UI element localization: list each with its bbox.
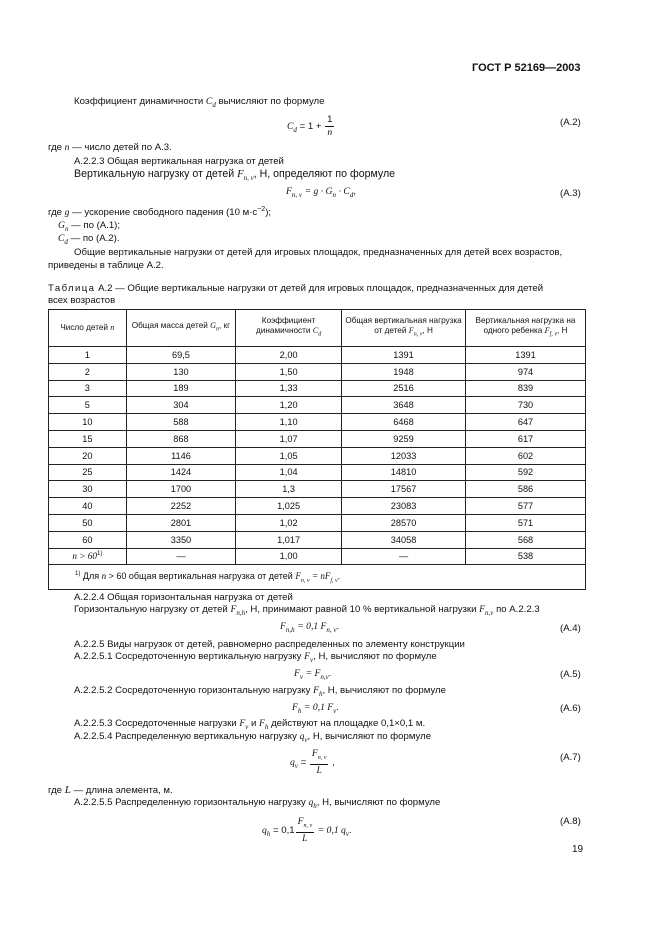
- para1-line2: приведены в таблице А.2.: [48, 260, 164, 271]
- eq-a2-fraction: [325, 114, 334, 139]
- table-cell: 730: [466, 397, 586, 414]
- s2253-s1: F: [239, 718, 246, 729]
- section-a2-2-5-2: [74, 685, 446, 698]
- section-a2-2-5-1: [74, 651, 437, 664]
- table-header-row: [49, 310, 586, 347]
- table-row: [49, 414, 586, 431]
- table-cell: 1,07: [236, 430, 342, 447]
- eq-a8-num: F: [297, 816, 304, 827]
- equation-a7: $q_v$ = $\frac{F_{n, v}}{L}$ ,: [290, 748, 335, 776]
- table-cell: 1,00: [236, 548, 342, 565]
- eq-a4-lhs: F: [280, 621, 286, 632]
- table-cell: 2801: [126, 514, 236, 531]
- eq-a3-rhs: = g · G: [304, 186, 333, 197]
- s2255-sub: h: [313, 801, 317, 810]
- eq-a8-fraction: [296, 816, 315, 845]
- table-cell: 868: [126, 430, 236, 447]
- eq-a7-fraction: [310, 748, 329, 777]
- eq-a7-num-sub: n, v: [317, 754, 327, 761]
- para1-line1: Общие вертикальные нагрузки от детей для игровых площадок, предназначенных для детей всех возрастов,: [74, 247, 563, 258]
- s2255-pre: А.2.2.5.5 Распределенную горизонтальную нагрузку: [74, 797, 306, 808]
- eq-a6-rhs: = 0,1 F: [304, 702, 334, 713]
- table-cell: 14810: [342, 464, 466, 481]
- table-cell: 17567: [342, 481, 466, 498]
- where-gn-sym: G: [58, 220, 65, 231]
- where-g-end: );: [265, 207, 272, 219]
- table-cell: 1146: [126, 447, 236, 464]
- table-row: [49, 447, 586, 464]
- eq-a8-den: L: [302, 832, 308, 844]
- section-a2-2-5-3: [74, 718, 425, 731]
- table-cell: 12033: [342, 447, 466, 464]
- s223-sym: F: [237, 169, 244, 180]
- where-l: [48, 784, 173, 796]
- table-cell: 50: [49, 514, 127, 531]
- where-cd-text: — по (А.2).: [70, 233, 120, 244]
- table-row: [49, 514, 586, 531]
- section-a2-2-5-5: [74, 797, 440, 810]
- table-cell: 30: [49, 481, 127, 498]
- table-footnote: $^{1)}$ Для n > 60 общая вертикальная нагрузка от детей $F_{n, v} = nF_{f, v}$.: [49, 565, 586, 590]
- eq-a3-rhs2: · C: [338, 186, 350, 197]
- eq-a2-lhs-sub: d: [293, 125, 297, 134]
- table-cell: 1,025: [236, 498, 342, 515]
- s2253-s2: F: [259, 718, 265, 729]
- standard-number: ГОСТ Р 52169—2003: [472, 62, 581, 74]
- s2253-s1sub: v: [245, 722, 249, 731]
- table-cell: 2252: [126, 498, 236, 515]
- s223-pre: Вертикальную нагрузку от детей: [74, 168, 235, 180]
- table-cell: 23083: [342, 498, 466, 515]
- table-caption-line2: всех возрастов: [48, 295, 116, 306]
- table-row: [49, 363, 586, 380]
- table-cell: 1,10: [236, 414, 342, 431]
- eq-a3-lhs: F: [286, 186, 292, 197]
- s2255-post: , Н, вычисляют по формуле: [316, 797, 441, 808]
- eq-a4-rhs: = 0,1 F: [297, 621, 327, 632]
- s223-sub: n, v: [243, 174, 254, 183]
- eq-a8-label: (А.8): [560, 816, 581, 827]
- s224-sym2: F: [479, 604, 486, 615]
- eq-a2-label: (А.2): [560, 117, 581, 128]
- eq-a4-tail: .: [336, 621, 340, 632]
- eq-a7-den: L: [316, 764, 322, 776]
- section-a2-2-3-body: [74, 168, 395, 182]
- s2253-pre: А.2.2.5.3 Сосредоточенные нагрузки: [74, 718, 237, 729]
- intro-symbol-sub: d: [212, 100, 216, 109]
- page-number: 19: [572, 844, 584, 855]
- table-cell: 1: [49, 347, 127, 364]
- s2252-sym: F: [313, 685, 319, 696]
- table-cell: 25: [49, 464, 127, 481]
- eq-a7-lhs: q: [290, 756, 295, 768]
- table-caption-word: Таблица: [48, 283, 96, 294]
- table-row: [49, 397, 586, 414]
- eq-a8-num-sub: n, v: [303, 822, 313, 829]
- eq-a8-rhs: = 0,1 q: [317, 824, 346, 836]
- table-cell: —: [126, 548, 236, 565]
- where-n-text: — число детей по А.3.: [72, 142, 172, 153]
- eq-a3-rhs2-sub: d: [349, 190, 354, 199]
- section-a2-2-4-title: А.2.2.4 Общая горизонтальная нагрузка от детей: [74, 592, 293, 603]
- table-cell: 538: [466, 548, 586, 565]
- intro-text: Коэффициент динамичности: [74, 96, 204, 107]
- eq-a5-rhs-sub: n,v: [320, 672, 329, 681]
- s2251-sym: F: [304, 651, 311, 662]
- s2252-pre: А.2.2.5.2 Сосредоточенную горизонтальную нагрузку: [74, 685, 311, 696]
- where-l-text: — длина элемента, м.: [73, 785, 173, 796]
- s224-mid: , Н, принимают равной 10 % вертикальной нагрузки: [245, 604, 477, 615]
- table-cell: 647: [466, 414, 586, 431]
- intro-tail: вычисляют по формуле: [218, 96, 325, 107]
- eq-a7-label: (А.7): [560, 752, 581, 763]
- s224-pre: Горизонтальную нагрузку от детей: [74, 604, 228, 615]
- table-row: [49, 347, 586, 364]
- section-a2-2-5-4: [74, 731, 431, 744]
- eq-a6-lhs-sub: h: [297, 706, 302, 715]
- table-cell: 3: [49, 380, 127, 397]
- eq-a7-lhs-sub: v: [294, 761, 298, 770]
- table-cell: 28570: [342, 514, 466, 531]
- equation-a2: [287, 114, 335, 139]
- equation-a4: [280, 621, 339, 634]
- eq-a5-lhs-sub: v: [299, 672, 303, 681]
- table-cell: 1,02: [236, 514, 342, 531]
- where-g-sup: −2: [257, 206, 266, 213]
- table-cell: 304: [126, 397, 236, 414]
- s2253-and: и: [251, 718, 257, 729]
- table-cell: 3648: [342, 397, 466, 414]
- where-gn-text: — по (А.1);: [71, 220, 121, 231]
- table-cell: 588: [126, 414, 236, 431]
- where-g-text: — ускорение свободного падения (10 м·с: [72, 207, 258, 219]
- s2252-sub: h: [318, 689, 323, 698]
- where-cd-sub: d: [64, 237, 68, 246]
- s224-sub: n,h: [236, 608, 246, 617]
- table-row: [49, 430, 586, 447]
- s2251-post: , Н, вычисляют по формуле: [313, 651, 437, 662]
- table-cell: 592: [466, 464, 586, 481]
- table-cell: 2,00: [236, 347, 342, 364]
- s2252-post: , Н, вычисляют по формуле: [322, 685, 446, 696]
- table-cell: 69,5: [126, 347, 236, 364]
- table-cell: 1,017: [236, 531, 342, 548]
- eq-a6-rhs-sub: v: [333, 706, 337, 715]
- intro-line: [74, 96, 324, 109]
- table-cell: 1424: [126, 464, 236, 481]
- eq-a3-rhs-sub: n: [332, 190, 336, 199]
- table-cell: 1,04: [236, 464, 342, 481]
- table-cell: 571: [466, 514, 586, 531]
- s224-sub2: n,v: [485, 608, 494, 617]
- eq-a8-rhs-sub: v: [345, 829, 349, 838]
- table-row: [49, 464, 586, 481]
- table-cell: 15: [49, 430, 127, 447]
- table-caption-text: А.2 — Общие вертикальные нагрузки от детей для игровых площадок, предназначенных для детей: [98, 283, 544, 294]
- table-cell: 9259: [342, 430, 466, 447]
- table-cell: 568: [466, 531, 586, 548]
- table-cell: 577: [466, 498, 586, 515]
- s2254-pre: А.2.2.5.4 Распределенную вертикальную нагрузку: [74, 731, 297, 742]
- eq-a7-num: F: [311, 748, 318, 759]
- header-children-count: Число детей n: [49, 310, 127, 347]
- table-cell: 20: [49, 447, 127, 464]
- s2254-sub: v: [304, 735, 308, 744]
- table-cell: 2: [49, 363, 127, 380]
- table-cell: 5: [49, 397, 127, 414]
- table-row: [49, 380, 586, 397]
- eq-a8-lhs-sub: h: [266, 829, 271, 838]
- header-total-mass: Общая масса детей $G_n$, кг: [126, 310, 236, 347]
- where-l-pre: где: [48, 785, 63, 796]
- where-g-sym: g: [64, 207, 70, 219]
- table-row: [49, 498, 586, 515]
- table-cell: 6468: [342, 414, 466, 431]
- section-a2-2-5-title: А.2.2.5 Виды нагрузок от детей, равномерно распределенных по элементу конструкции: [74, 639, 465, 650]
- eq-a6-label: (А.6): [560, 703, 581, 714]
- table-cell: 3350: [126, 531, 236, 548]
- s2251-sub: v: [310, 655, 314, 664]
- eq-a6-tail: .: [336, 702, 339, 713]
- equation-a5: [294, 668, 331, 681]
- eq-a3-label: (А.3): [560, 188, 581, 199]
- table-cell: $n > 60^{1)}$: [49, 548, 127, 565]
- table-cell: 602: [466, 447, 586, 464]
- table-cell: 1,05: [236, 447, 342, 464]
- table-cell: 1,33: [236, 380, 342, 397]
- s224-post: по А.2.2.3: [496, 604, 540, 615]
- table-footnote-row: [49, 565, 586, 590]
- where-n-sym: n: [64, 142, 70, 153]
- section-a2-2-3-title: А.2.2.3 Общая вертикальная нагрузка от детей: [74, 156, 284, 167]
- where-cd: [58, 233, 120, 246]
- s2254-sym: q: [299, 731, 305, 742]
- eq-a8-mid: = 0,1: [272, 824, 295, 836]
- eq-a2-lhs: C: [287, 121, 294, 133]
- s224-sym: F: [230, 604, 237, 615]
- eq-a3-tail: ,: [353, 186, 356, 197]
- table-cell: 1948: [342, 363, 466, 380]
- table-cell: 1391: [466, 347, 586, 364]
- eq-a5-tail: .: [328, 668, 332, 679]
- eq-a8-tail: .: [348, 824, 352, 836]
- equation-a6: [292, 702, 339, 715]
- table-cell: 1,50: [236, 363, 342, 380]
- eq-a4-label: (А.4): [560, 623, 581, 634]
- eq-a2-num: 1: [327, 114, 333, 125]
- table-cell: 1391: [342, 347, 466, 364]
- table-cell: 586: [466, 481, 586, 498]
- table-cell: 1700: [126, 481, 236, 498]
- section-a2-2-4-body: [74, 604, 540, 617]
- table-cell: 34058: [342, 531, 466, 548]
- table-row-over-60: [49, 548, 586, 565]
- table-cell: —: [342, 548, 466, 565]
- eq-a4-lhs-sub: n,h: [285, 625, 295, 634]
- eq-a7-tail: ,: [332, 756, 335, 768]
- table-row: [49, 531, 586, 548]
- equation-a3: [286, 186, 356, 199]
- table-cell: 974: [466, 363, 586, 380]
- where-cd-sym: C: [58, 233, 65, 244]
- eq-a3-lhs-sub: n, v: [291, 190, 302, 199]
- where-l-sym: L: [64, 784, 71, 796]
- eq-a2-den: n: [327, 127, 333, 138]
- table-cell: 40: [49, 498, 127, 515]
- table-cell: 130: [126, 363, 236, 380]
- where-gn: [58, 220, 120, 233]
- table-cell: 2516: [342, 380, 466, 397]
- where-n: где n — число детей по А.3.: [48, 142, 172, 153]
- s2253-s2sub: h: [264, 722, 269, 731]
- eq-a5-rhs: = F: [305, 668, 321, 679]
- table-cell: 189: [126, 380, 236, 397]
- table-caption-line1: [48, 283, 543, 294]
- table-cell: 1,20: [236, 397, 342, 414]
- eq-a2-mid: = 1 +: [299, 121, 322, 133]
- table-cell: 1,3: [236, 481, 342, 498]
- s2251-pre: А.2.2.5.1 Сосредоточенную вертикальную нагрузку: [74, 651, 302, 662]
- s223-post: , Н, определяют по формуле: [253, 168, 396, 180]
- header-dynamic-coefficient: Коэффициент динамичности $C_d$: [236, 310, 342, 347]
- s2254-post: , Н, вычисляют по формуле: [307, 731, 432, 742]
- s2253-post: действуют на площадке 0,1×0,1 м.: [271, 718, 426, 729]
- eq-a4-rhs-sub: n, v: [326, 625, 337, 634]
- table-cell: 839: [466, 380, 586, 397]
- header-per-child-load: Вертикальная нагрузка на одного ребенка $F_{f, v}$, Н: [466, 310, 586, 347]
- table-row: [49, 481, 586, 498]
- table-cell: 10: [49, 414, 127, 431]
- eq-a5-lhs: F: [294, 668, 300, 679]
- table-cell: 617: [466, 430, 586, 447]
- loads-table: [48, 309, 586, 590]
- eq-a5-label: (А.5): [560, 669, 581, 680]
- table-cell: 60: [49, 531, 127, 548]
- intro-symbol: C: [205, 96, 213, 107]
- equation-a8: [262, 816, 352, 845]
- eq-a6-lhs: F: [292, 702, 298, 713]
- header-total-vertical-load: Общая вертикальная нагрузка от детей $F_{n, v}$, Н: [342, 310, 466, 347]
- eq-a8-lhs: q: [262, 824, 267, 836]
- where-g: где g — ускорение свободного падения (10 $м\cdot с^{-2}$);: [48, 206, 272, 219]
- s2255-sym: q: [308, 797, 314, 808]
- where-gn-sub: n: [64, 224, 69, 233]
